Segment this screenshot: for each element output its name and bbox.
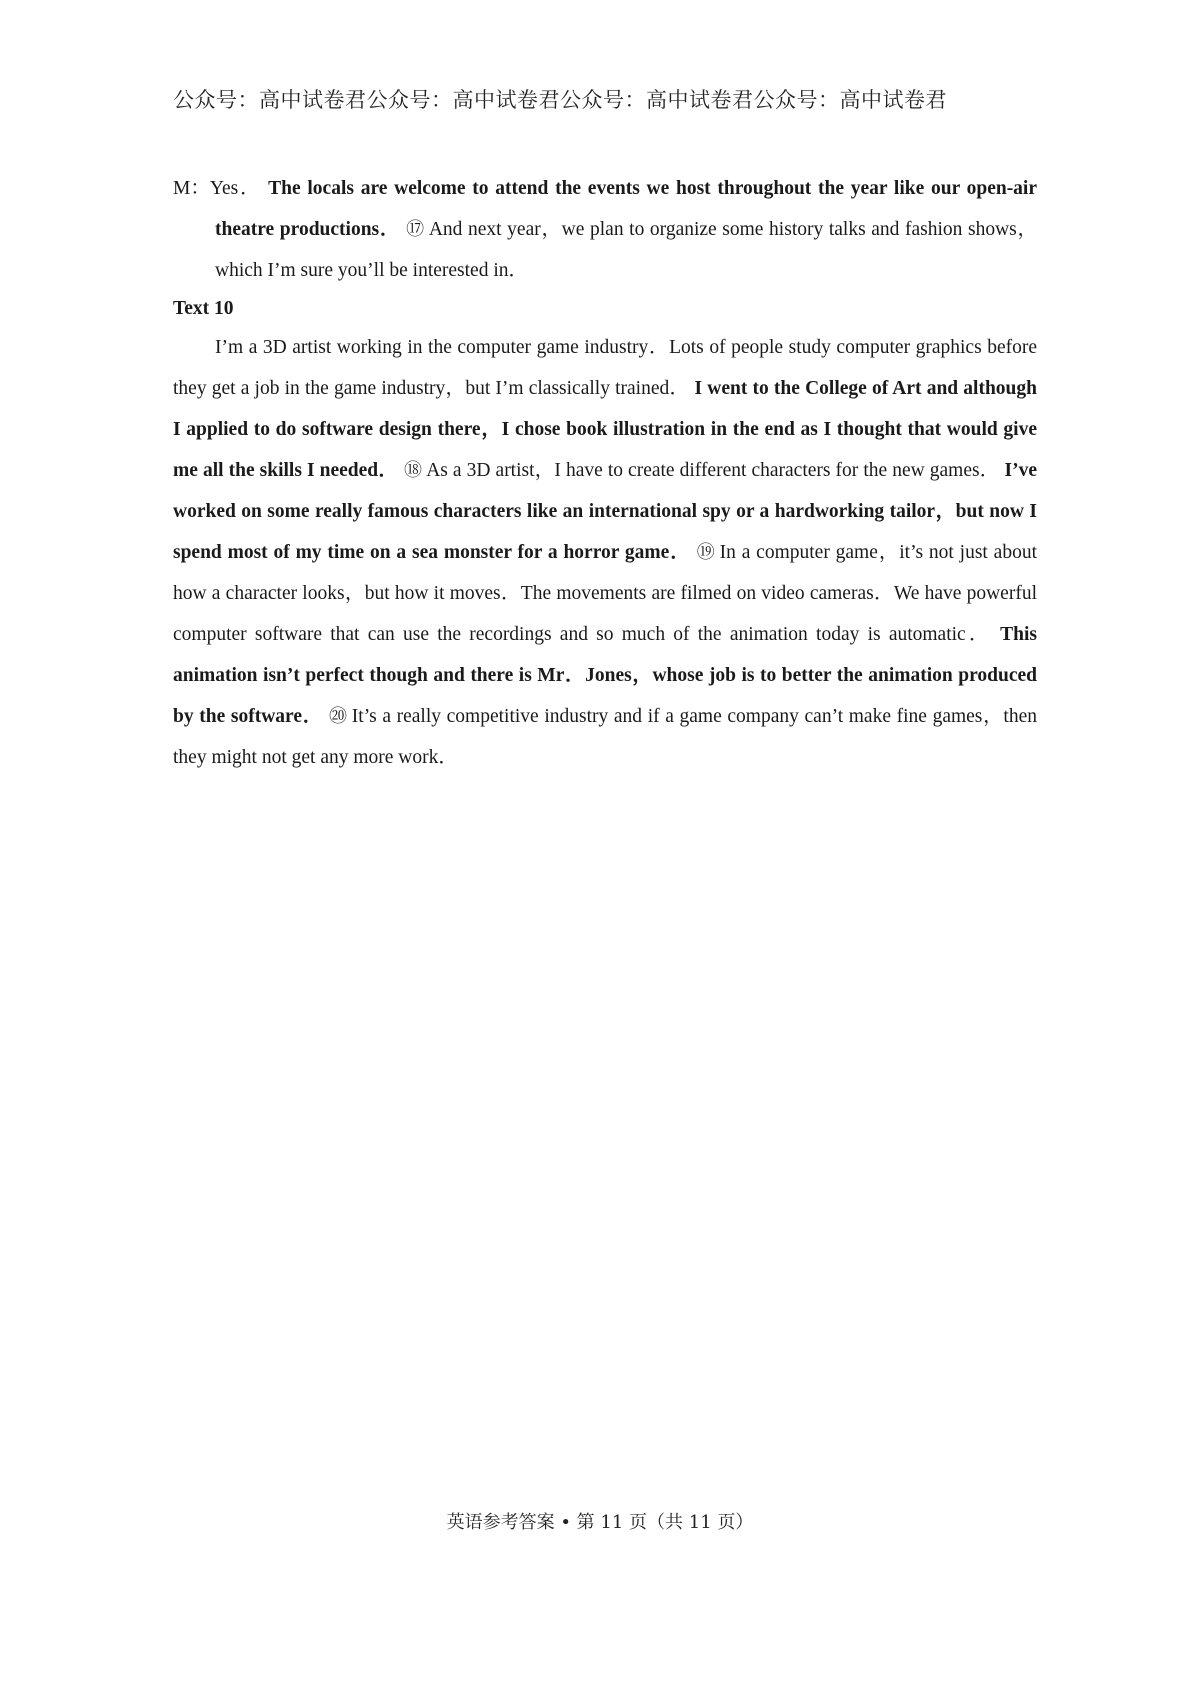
watermark-header: 公众号：高中试卷君公众号：高中试卷君公众号：高中试卷君公众号：高中试卷君 bbox=[173, 88, 947, 112]
answer-highlight-18: I went to the College of Art and although I applied to do software design there，I chose book illustration in the end as I thought that would give me all the skills I needed． bbox=[173, 378, 1037, 481]
passage-text: In a computer game，it’s not just about how a character looks，but how it moves．The movements are filmed on video cameras．We have powerful computer software that can use the recordings and so much of the animation today is automatic． bbox=[173, 542, 1037, 645]
passage-paragraph bbox=[173, 327, 1037, 778]
answer-highlight-17: The locals are welcome to attend the events we host throughout the year like our open-air theatre productions． bbox=[215, 178, 1038, 240]
question-number-20: ⑳ bbox=[329, 706, 348, 727]
passage-text: It’s a really competitive industry and if a game company can’t make fine games，then they might not get any more work． bbox=[173, 706, 1037, 768]
dialog-line-m bbox=[173, 168, 1037, 291]
passage-text: I’m a 3D artist working in the computer game industry．Lots of people study computer graphics before they get a job in the game industry，but I’m classically trained． bbox=[173, 337, 1037, 399]
dialog-sentence: Yes． bbox=[209, 178, 262, 199]
passage-text: As a 3D artist，I have to create different characters for the new games． bbox=[426, 460, 1000, 481]
speaker-label: M： bbox=[173, 178, 210, 199]
dialog-sentence: And next year，we plan to organize some history talks and fashion shows，which I’m sure you’ll be interested in． bbox=[215, 219, 1037, 281]
question-number-19: ⑲ bbox=[696, 542, 716, 563]
answer-highlight-19: I’ve worked on some really famous characters like an international spy or a hardworking tailor，but now I spend most of my time on a sea monster for a horror game． bbox=[173, 460, 1038, 563]
section-heading: Text 10 bbox=[173, 298, 234, 319]
question-number-17: ⑰ bbox=[406, 219, 425, 240]
answer-highlight-20: This animation isn’t perfect though and there is Mr．Jones，whose job is to better the animation produced by the software． bbox=[173, 624, 1037, 727]
page-footer: 英语参考答案 • 第 11 页（共 11 页） bbox=[446, 1512, 754, 1533]
question-number-18: ⑱ bbox=[404, 460, 423, 481]
document-body bbox=[173, 168, 1037, 778]
